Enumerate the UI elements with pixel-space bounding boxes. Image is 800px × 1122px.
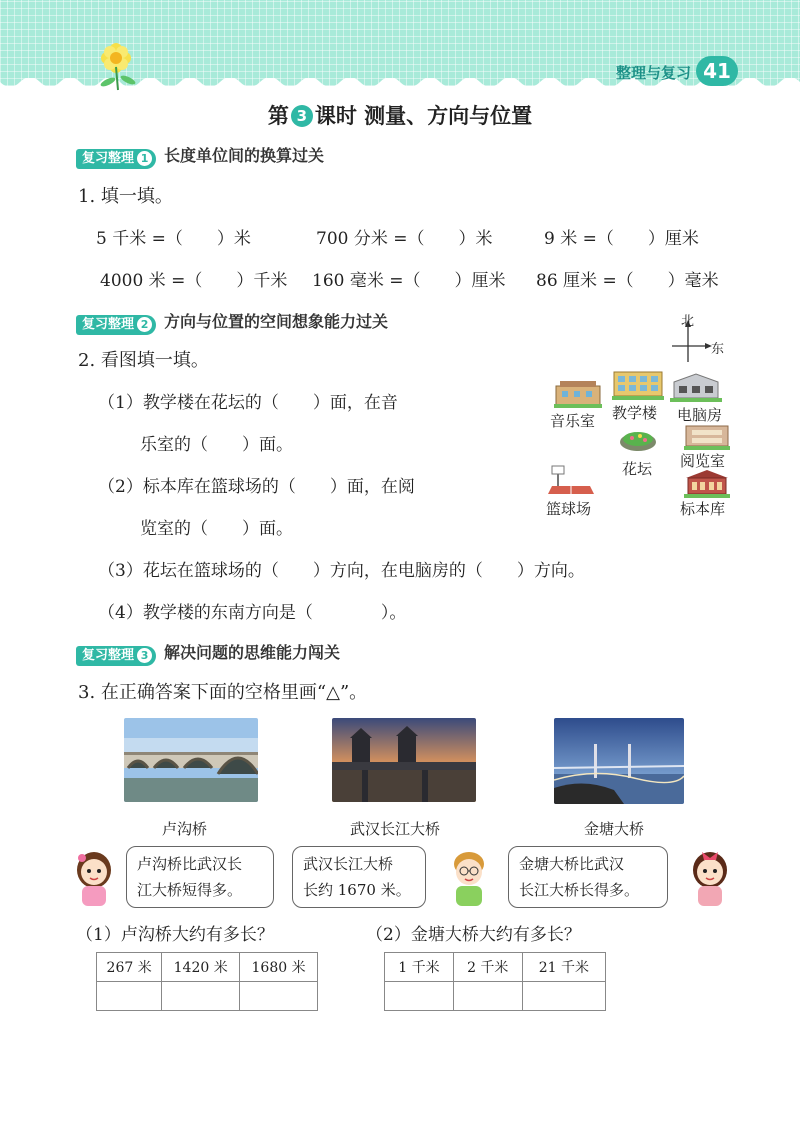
q2-item: （2）标本库在篮球场的（ ）面，在阅 (98, 477, 415, 497)
option-cell: 21 千米 (522, 953, 605, 982)
q2-item: （4）教学楼的东南方向是（ ）。 (98, 603, 407, 623)
title-prefix: 第 (267, 104, 289, 128)
compass-north-label: 北 (681, 314, 695, 329)
section-label: 整理与复习 (616, 64, 692, 82)
page-number: 41 (696, 56, 738, 86)
section-badge: 复习整理 1 (76, 149, 156, 169)
q1-item: 9 米 =（ ）厘米 (544, 229, 699, 249)
map-label-basketball: 篮球场 (546, 500, 592, 518)
q2-item: （3）花坛在篮球场的（ ）方向，在电脑房的（ ）方向。 (98, 561, 585, 581)
map-label-specimen: 标本库 (680, 500, 726, 518)
speech-bubble-3 (508, 846, 668, 908)
speech-bubble-1 (126, 846, 274, 908)
music-room-icon (554, 378, 602, 408)
q3-sub2-question: （2）金塘大桥大约有多长？ (366, 925, 581, 945)
boy-character-icon (446, 848, 492, 908)
wuhan-bridge-photo (332, 718, 476, 802)
garden-icon (618, 428, 658, 452)
answer-cell[interactable] (97, 982, 162, 1011)
q1-item: 700 分米 =（ ）米 (316, 229, 493, 249)
section-badge: 复习整理 3 (76, 646, 156, 666)
title-number: 3 (291, 105, 313, 127)
q2-item: （1）教学楼在花坛的（ ）面，在音 (98, 393, 398, 413)
map-label-teaching: 教学楼 (612, 404, 658, 422)
answer-cell[interactable] (453, 982, 522, 1011)
option-cell: 1680 米 (240, 953, 318, 982)
section-title: 方向与位置的空间想象能力过关 (164, 312, 389, 331)
bubble-line: 长约 1670 米。 (303, 881, 411, 899)
section-title: 长度单位间的换算过关 (164, 146, 325, 165)
answer-cell[interactable] (162, 982, 240, 1011)
q1-item: 86 厘米 =（ ）毫米 (536, 271, 719, 291)
question-2-title: 2. 看图填一填。 (78, 350, 209, 371)
answer-cell[interactable] (240, 982, 318, 1011)
girl-character-icon-2 (688, 848, 732, 908)
bubble-line: 金塘大桥比武汉 (519, 855, 625, 873)
q2-item: 览室的（ ）面。 (140, 519, 293, 539)
teaching-building-icon (612, 368, 664, 400)
bubble-line: 长江大桥长得多。 (519, 881, 640, 899)
question-1-title: 1. 填一填。 (78, 186, 173, 207)
section-3-header (76, 640, 340, 666)
map-label-music: 音乐室 (550, 412, 596, 430)
lesson-title (0, 100, 800, 130)
option-cell: 1420 米 (162, 953, 240, 982)
basketball-court-icon (548, 464, 594, 496)
bridge-label: 武汉长江大桥 (350, 820, 441, 838)
jintang-bridge-photo (554, 718, 684, 804)
bubble-line: 卢沟桥比武汉长 (137, 855, 243, 873)
compass-east-label: 东 (711, 342, 725, 357)
q1-item: 4000 米 =（ ）千米 (100, 271, 288, 291)
bridge-label: 金塘大桥 (584, 820, 645, 838)
q2-item: 乐室的（ ）面。 (140, 435, 293, 455)
option-cell: 2 千米 (453, 953, 522, 982)
map-label-reading: 阅览室 (680, 452, 726, 470)
option-cell: 267 米 (97, 953, 162, 982)
question-3-title: 3. 在正确答案下面的空格里画“△”。 (78, 682, 368, 703)
map-label-garden: 花坛 (622, 460, 653, 478)
computer-room-icon (670, 372, 722, 402)
answer-table-1 (96, 952, 318, 1011)
bridge-label: 卢沟桥 (162, 820, 208, 838)
option-cell: 1 千米 (385, 953, 454, 982)
specimen-library-icon (684, 468, 730, 498)
bubble-line: 武汉长江大桥 (303, 855, 394, 873)
section-title: 解决问题的思维能力闯关 (164, 643, 341, 662)
section-badge: 复习整理 2 (76, 315, 156, 335)
title-suffix: 课时 测量、方向与位置 (314, 104, 533, 128)
answer-cell[interactable] (385, 982, 454, 1011)
answer-cell[interactable] (522, 982, 605, 1011)
q1-item: 160 毫米 =（ ）厘米 (312, 271, 506, 291)
lugou-bridge-photo (124, 718, 258, 802)
q1-item: 5 千米 =（ ）米 (96, 229, 251, 249)
section-1-header (76, 143, 324, 169)
bubble-line: 江大桥短得多。 (137, 881, 243, 899)
section-2-header (76, 309, 388, 335)
girl-character-icon (72, 848, 116, 908)
speech-bubble-2 (292, 846, 426, 908)
reading-room-icon (684, 420, 730, 450)
answer-table-2 (384, 952, 606, 1011)
sunflower-icon (96, 42, 146, 92)
q3-sub1-question: （1）卢沟桥大约有多长？ (76, 925, 274, 945)
map-label-computer: 电脑房 (677, 406, 723, 424)
